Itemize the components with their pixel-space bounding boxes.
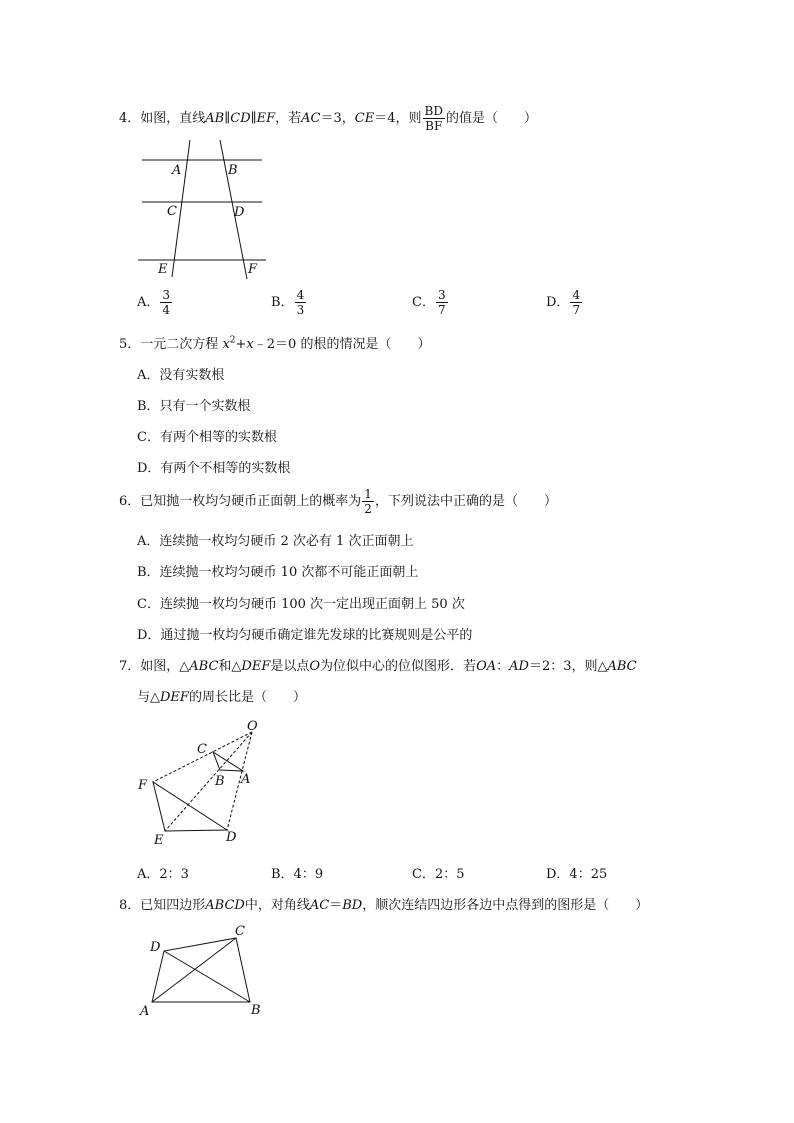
q4-option-c[interactable]: C． $\frac{3}{7}$: [412, 288, 446, 317]
label-a7: A: [241, 772, 251, 787]
label-e: E: [158, 262, 168, 277]
q5-option-d[interactable]: D．有两个不相等的实数根: [137, 461, 291, 476]
q4-parallel-lines-figure: [130, 135, 280, 285]
q4-option-b[interactable]: B． $\frac{4}{3}$: [271, 288, 305, 317]
label-e7: E: [154, 833, 164, 848]
label-c8: C: [235, 924, 245, 939]
question-5-stem: 5．一元二次方程 $x^2+x﹣2=0$ 的根的情况是（ ）: [119, 335, 431, 352]
question-4-stem: 4．如图，直线AB∥CD∥EF，若AC＝3，CE＝4，则 $\frac{BD}{BF}$ 的值是（ ）: [119, 104, 537, 133]
label-o: O: [247, 719, 258, 734]
label-b: B: [228, 163, 238, 178]
label-f: F: [248, 262, 258, 277]
label-c7: C: [197, 742, 207, 757]
ratio-fraction: $\frac{BD}{BF}$: [424, 104, 443, 133]
question-6-stem: 6．已知抛一枚均匀硬币正面朝上的概率为 $\frac{1}{2}$ ，下列说法中正确的是（ ）: [119, 487, 557, 516]
label-b8: B: [251, 1003, 261, 1018]
label-a: A: [172, 163, 182, 178]
q6-option-b[interactable]: B．连续抛一枚均匀硬币 10 次都不可能正面朝上: [137, 565, 419, 580]
label-f7: F: [138, 778, 148, 793]
q7-option-c[interactable]: C．2：5: [412, 867, 465, 882]
label-d8: D: [150, 940, 161, 955]
q6-option-a[interactable]: A．连续抛一枚均匀硬币 2 次必有 1 次正面朝上: [137, 534, 414, 549]
question-7-stem-line2: 与△DEF的周长比是（ ）: [137, 690, 306, 705]
q7-homothety-figure: [130, 712, 270, 852]
label-d7: D: [226, 830, 237, 845]
q6-option-d[interactable]: D．通过抛一枚均匀硬币确定谁先发球的比赛规则是公平的: [137, 628, 473, 643]
q7-option-d[interactable]: D．4：25: [546, 867, 608, 882]
label-c: C: [167, 204, 177, 219]
q5-option-b[interactable]: B．只有一个实数根: [137, 399, 251, 414]
label-d: D: [234, 205, 245, 220]
q7-option-a[interactable]: A．2：3: [137, 867, 189, 882]
label-a8: A: [140, 1004, 150, 1019]
q7-option-b[interactable]: B．4：9: [271, 867, 324, 882]
q5-option-c[interactable]: C．有两个相等的实数根: [137, 430, 277, 445]
probability-fraction: $\frac{1}{2}$: [364, 487, 372, 516]
q6-option-c[interactable]: C．连续抛一枚均匀硬币 100 次一定出现正面朝上 50 次: [137, 597, 465, 612]
q4-option-d[interactable]: D． $\frac{4}{7}$: [546, 288, 581, 317]
q8-quadrilateral-figure: [130, 920, 270, 1030]
question-7-stem-line1: 7．如图，△ABC和△DEF是以点O为位似中心的位似图形．若OA：AD＝2：3，则△ABC: [119, 659, 637, 674]
label-b7: B: [215, 774, 225, 789]
q4-option-a[interactable]: A． $\frac{3}{4}$: [137, 288, 171, 317]
q5-option-a[interactable]: A．没有实数根: [137, 368, 225, 383]
question-8-stem: 8．已知四边形ABCD中，对角线AC＝BD，顺次连结四边形各边中点得到的图形是（ ）: [119, 898, 649, 913]
